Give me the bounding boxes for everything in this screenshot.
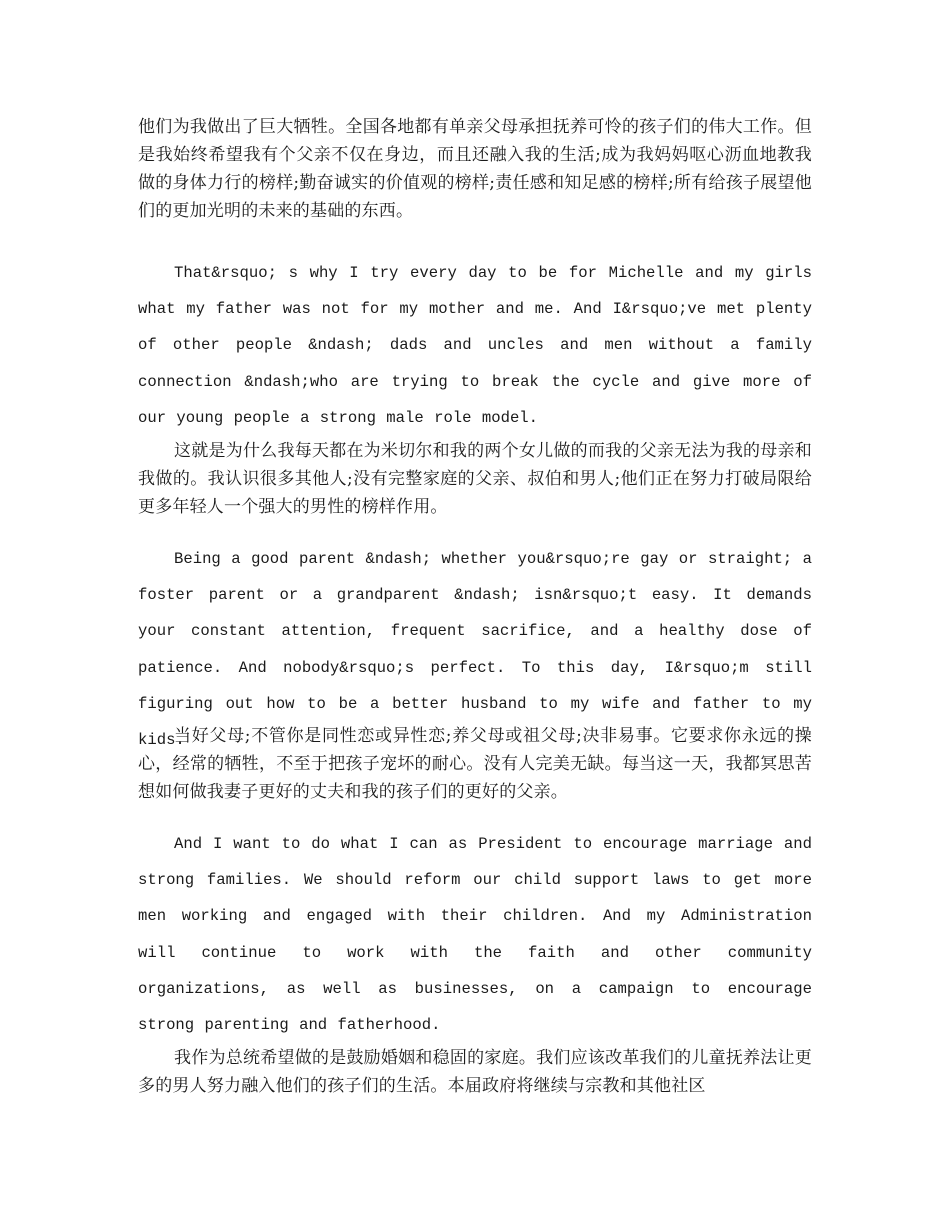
- paragraph-en-3: And I want to do what I can as President to encourage marriage and strong families. We should reform our child support laws to get more men working and engaged with their children. And my Administration will continue to work with the faith and other community organizations, as well as businesses, on a campaign to encourage strong parenting and fatherhood.: [138, 835, 812, 1035]
- paragraph-zh-2: 这就是为什么我每天都在为米切尔和我的两个女儿做的而我的父亲无法为我的母亲和我做的。我认识很多其他人;没有完整家庭的父亲、叔伯和男人;他们正在努力打破局限给更多年轻人一个强大的男性的榜样作用。: [138, 441, 812, 517]
- paragraph-zh-1: 他们为我做出了巨大牺牲。全国各地都有单亲父母承担抚养可怜的孩子们的伟大工作。但是我始终希望我有个父亲不仅在身边，而且还融入我的生活;成为我妈妈呕心沥血地教我做的身体力行的榜样;勤奋诚实的价值观的榜样;责任感和知足感的榜样;所有给孩子展望他们的更加光明的未来的基础的东西。: [138, 117, 812, 221]
- paragraph-en-1: That&rsquo; s why I try every day to be for Michelle and my girls what my father was not for my mother and me. And I&rsquo;ve met plenty of other people &ndash; dads and uncles and men without a family connection &ndash;who are trying to break the cycle and give more of our young people a strong male role model.: [138, 264, 812, 427]
- paragraph-en-2: Being a good parent &ndash; whether you&rsquo;re gay or straight; a foster parent or a grandparent &ndash; isn&rsquo;t easy. It demands your constant attention, frequent sacrifice, and a healthy dose of patience. And nobody&rsquo;s perfect. To this day, I&rsquo;m still figuring out how to be a better husband to my wife and father to my kids.: [138, 550, 812, 750]
- paragraph-zh-3: 当好父母;不管你是同性恋或异性恋;养父母或祖父母;决非易事。它要求你永远的操心，经常的牺牲，不至于把孩子宠坏的耐心。没有人完美无缺。每当这一天，我都冥思苦想如何做我妻子更好的丈夫和我的孩子们的更好的父亲。: [138, 726, 812, 802]
- paragraph-zh-4: 我作为总统希望做的是鼓励婚姻和稳固的家庭。我们应该改革我们的儿童抚养法让更多的男人努力融入他们的孩子们的生活。本届政府将继续与宗教和其他社区: [138, 1048, 812, 1096]
